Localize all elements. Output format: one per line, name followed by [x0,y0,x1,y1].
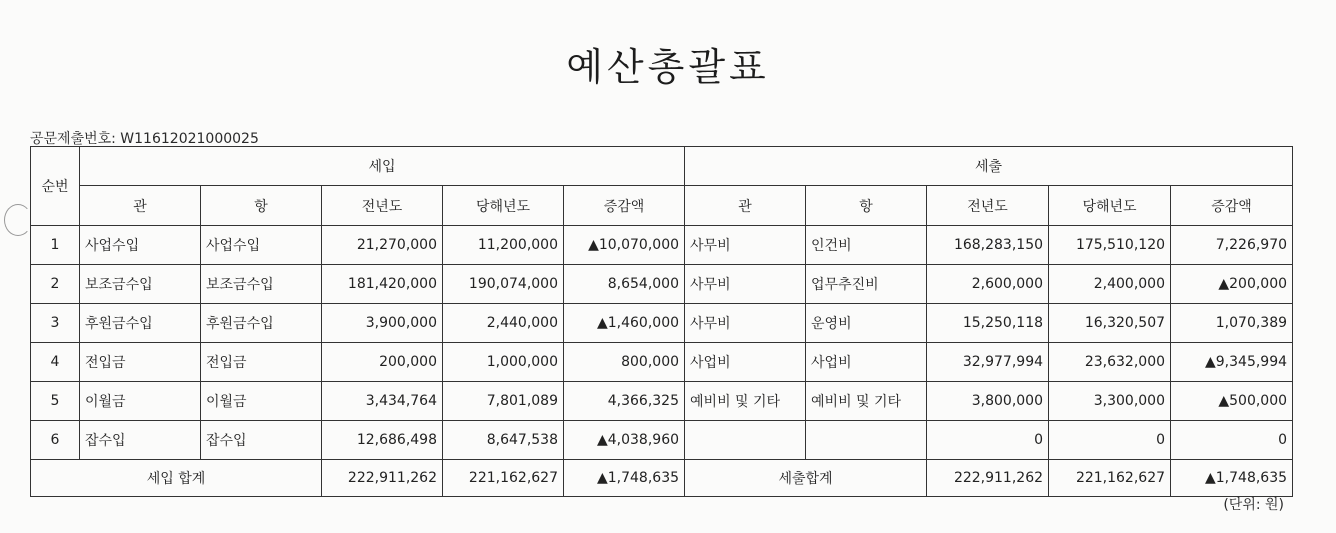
expense-prev: 2,600,000 [927,265,1049,304]
expense-diff: 1,070,389 [1171,304,1293,343]
table-row [31,421,1293,460]
expense-total-diff: ▲1,748,635 [1171,460,1293,497]
expense-hang: 사업비 [806,343,927,382]
row-no: 5 [31,382,80,421]
header-income-prev: 전년도 [322,186,443,226]
income-prev: 3,900,000 [322,304,443,343]
expense-hang: 업무추진비 [806,265,927,304]
income-diff: 8,654,000 [564,265,685,304]
table-row [31,226,1293,265]
expense-gwan: 사업비 [685,343,806,382]
expense-total-curr: 221,162,627 [1049,460,1171,497]
header-expense-hang: 항 [806,186,927,226]
row-no: 2 [31,265,80,304]
income-gwan: 후원금수입 [80,304,201,343]
expense-hang: 인건비 [806,226,927,265]
header-income-hang: 항 [201,186,322,226]
row-no: 6 [31,421,80,460]
header-income-gwan: 관 [80,186,201,226]
income-prev: 181,420,000 [322,265,443,304]
expense-diff: ▲500,000 [1171,382,1293,421]
income-curr: 1,000,000 [443,343,564,382]
income-hang: 후원금수입 [201,304,322,343]
expense-curr: 23,632,000 [1049,343,1171,382]
document-number: 공문제출번호: W11612021000025 [30,131,259,147]
income-diff: ▲1,460,000 [564,304,685,343]
income-hang: 사업수입 [201,226,322,265]
expense-gwan: 사무비 [685,265,806,304]
income-curr: 190,074,000 [443,265,564,304]
expense-prev: 168,283,150 [927,226,1049,265]
expense-curr: 2,400,000 [1049,265,1171,304]
unit-label: (단위: 원) [1223,497,1284,513]
expense-curr: 16,320,507 [1049,304,1171,343]
expense-total-prev: 222,911,262 [927,460,1049,497]
income-total-diff: ▲1,748,635 [564,460,685,497]
income-gwan: 보조금수입 [80,265,201,304]
header-seq: 순번 [31,147,80,226]
header-income: 세입 [80,147,685,186]
income-diff: ▲4,038,960 [564,421,685,460]
income-prev: 3,434,764 [322,382,443,421]
header-expense-prev: 전년도 [927,186,1049,226]
table-row [31,304,1293,343]
income-total-prev: 222,911,262 [322,460,443,497]
page-title: 예산총괄표 [566,45,770,89]
table-row [31,265,1293,304]
header-income-curr: 당해년도 [443,186,564,226]
expense-hang: 예비비 및 기타 [806,382,927,421]
income-prev: 12,686,498 [322,421,443,460]
expense-curr: 0 [1049,421,1171,460]
income-prev: 200,000 [322,343,443,382]
income-hang: 잡수입 [201,421,322,460]
income-gwan: 잡수입 [80,421,201,460]
expense-prev: 32,977,994 [927,343,1049,382]
header-expense: 세출 [685,147,1293,186]
income-diff: 800,000 [564,343,685,382]
expense-total-label: 세출합계 [685,460,927,497]
totals-row [31,460,1293,497]
expense-curr: 3,300,000 [1049,382,1171,421]
binder-hole-mark [4,204,32,236]
expense-hang [806,421,927,460]
expense-diff: 7,226,970 [1171,226,1293,265]
table-row [31,343,1293,382]
header-expense-curr: 당해년도 [1049,186,1171,226]
expense-prev: 15,250,118 [927,304,1049,343]
expense-gwan: 사무비 [685,226,806,265]
expense-curr: 175,510,120 [1049,226,1171,265]
income-gwan: 사업수입 [80,226,201,265]
expense-diff: ▲9,345,994 [1171,343,1293,382]
expense-hang: 운영비 [806,304,927,343]
expense-diff: 0 [1171,421,1293,460]
expense-prev: 3,800,000 [927,382,1049,421]
row-no: 4 [31,343,80,382]
expense-gwan [685,421,806,460]
income-diff: 4,366,325 [564,382,685,421]
header-expense-diff: 증감액 [1171,186,1293,226]
expense-diff: ▲200,000 [1171,265,1293,304]
row-no: 1 [31,226,80,265]
income-curr: 11,200,000 [443,226,564,265]
income-curr: 7,801,089 [443,382,564,421]
header-income-diff: 증감액 [564,186,685,226]
income-hang: 보조금수입 [201,265,322,304]
row-no: 3 [31,304,80,343]
income-hang: 이월금 [201,382,322,421]
income-total-label: 세입 합계 [31,460,322,497]
expense-gwan: 예비비 및 기타 [685,382,806,421]
income-hang: 전입금 [201,343,322,382]
income-gwan: 이월금 [80,382,201,421]
table-row [31,382,1293,421]
header-expense-gwan: 관 [685,186,806,226]
income-gwan: 전입금 [80,343,201,382]
expense-gwan: 사무비 [685,304,806,343]
expense-prev: 0 [927,421,1049,460]
budget-summary-table [30,146,1293,497]
income-diff: ▲10,070,000 [564,226,685,265]
income-curr: 2,440,000 [443,304,564,343]
income-curr: 8,647,538 [443,421,564,460]
income-total-curr: 221,162,627 [443,460,564,497]
income-prev: 21,270,000 [322,226,443,265]
